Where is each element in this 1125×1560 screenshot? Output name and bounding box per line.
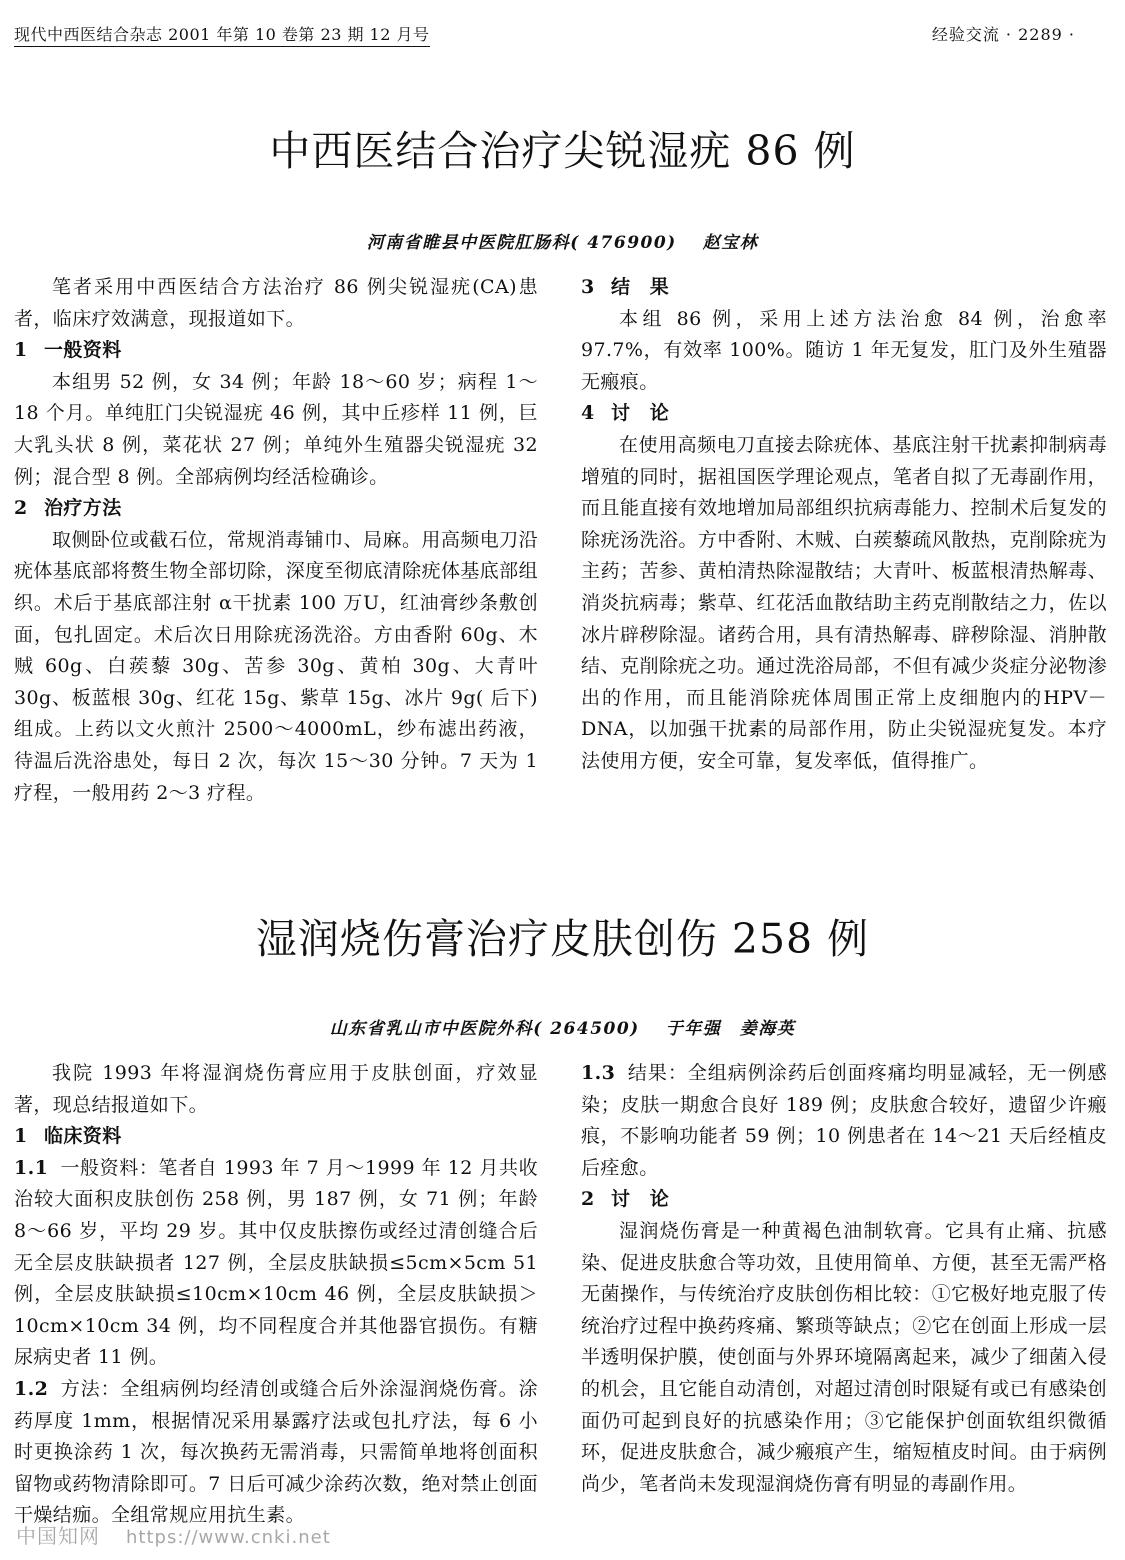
article-1-left-column [14,272,538,809]
subsection-text: 一般资料：笔者自 1993 年 7 月～1999 年 12 月共收治较大面积皮肤创伤 258 例，男 187 例，女 71 例；年龄 8～66 岁，平均 29 岁。其中仅皮肤擦伤或经过清创缝合后无全层皮肤缺损者 127 例，全层皮肤缺损≤5cm×5cm 51 例，全层皮肤缺损≤10cm×10cm 46 例，全层皮肤缺损＞10cm×10cm 34 例，均不同程度合并其他器官损伤。有糖尿病史者 11 例。 [14,1156,538,1369]
cnki-watermark [16,1520,331,1549]
section-heading [14,335,538,367]
subsection-text: 方法：全组病例均经清创或缝合后外涂湿润烧伤膏。涂药厚度 1mm，根据情况采用暴露疗法或包扎疗法，每 6 小时更换涂药 1 次，每次换药无需消毒，只需简单地将创面积留物或药物清除即可。7 日后可减少涂药次数，绝对禁止创面干燥结痂。全组常规应用抗生素。 [14,1377,538,1527]
section-title: 治疗方法 [44,497,122,520]
body-paragraph: 笔者采用中西医结合方法治疗 86 例尖锐湿疣(CA)患者，临床疗效满意，现报道如下。 [14,276,538,330]
article-2-right-column [581,1058,1107,1500]
section-page-number: 经验交流 · 2289 · [931,25,1075,44]
article-1-affiliation: 河南省睢县中医院肛肠科( 476900) [366,233,677,253]
body-paragraph: 湿润烧伤膏是一种黄褐色油制软膏。它具有止痛、抗感染、促进皮肤愈合等功效，且使用简单、方便，甚至无需严格无菌操作，与传统治疗皮肤创伤相比较：①它极好地克服了传统治疗过程中换药疼痛、繁琐等缺点；②它在创面上形成一层半透明保护膜，使创面与外界环境隔离起来，减少了细菌入侵的机会，且它能自动清创，对超过清创时限疑有或已有感染创面仍可起到良好的抗感染作用；③它能保护创面软组织微循环，促进皮肤愈合，减少瘢痕产生，缩短植皮时间。由于病例尚少，笔者尚未发现湿润烧伤膏有明显的毒副作用。 [581,1219,1107,1495]
article-1-right-column [581,272,1107,778]
subsection-number: 1.1 [14,1156,49,1179]
watermark-url: https://www.cnki.net [126,1527,331,1548]
section-title: 讨 论 [611,1188,670,1211]
article-2-authors: 于年强 姜海英 [665,1019,796,1039]
journal-citation: 现代中西医结合杂志 2001 年第 10 卷第 23 期 12 月号 [14,22,430,47]
body-paragraph: 我院 1993 年将湿润烧伤膏应用于皮肤创面，疗效显著，现总结报道如下。 [14,1062,538,1116]
body-paragraph: 本组 86 例，采用上述方法治愈 84 例，治愈率 97.7%，有效率 100%。随访 1 年无复发，肛门及外生殖器无瘢痕。 [581,307,1107,393]
section-number: 2 [14,497,28,520]
section-title: 结 果 [611,276,670,298]
subsection-paragraph [581,1058,1107,1184]
article-1-byline [0,228,1125,253]
watermark-text: 中国知网 [16,1524,100,1548]
subsection-paragraph [14,1153,538,1374]
subsection-paragraph [14,1374,538,1532]
article-2-affiliation: 山东省乳山市中医院外科( 264500) [329,1019,640,1039]
section-heading [581,398,1107,430]
section-heading [581,1184,1107,1216]
article-2-byline [0,1014,1125,1039]
article-2-left-column [14,1058,538,1532]
section-number: 4 [581,402,595,425]
body-paragraph: 在使用高频电刀直接去除疣体、基底注射干扰素抑制病毒增殖的同时，据祖国医学理论观点，笔者自拟了无毒副作用，而且能直接有效地增加局部组织抗病毒能力、控制术后复发的除疣汤洗浴。方中香附、木贼、白蒺藜疏风散热，克削除疣为主药；苦参、黄柏清热除湿散结；大青叶、板蓝根清热解毒、消炎抗病毒；紫草、红花活血散结助主药克削散结之力，佐以冰片辟秽除湿。诸药合用，具有清热解毒、辟秽除湿、消肿散结、克削除疣之功。通过洗浴局部，不但有减少炎症分泌物渗出的作用，而且能消除疣体周围正常上皮细胞内的HPV－DNA，以加强干扰素的局部作用，防止尖锐湿疣复发。本疗法使用方便，安全可靠，复发率低，值得推广。 [581,433,1107,772]
section-heading [14,1121,538,1153]
section-title: 讨 论 [611,402,670,425]
article-2-title: 湿润烧伤膏治疗皮肤创伤 258 例 [255,915,870,963]
running-header [14,22,1075,46]
subsection-text: 结果：全组病例涂药后创面疼痛均明显减轻，无一例感染；皮肤一期愈合良好 189 例；皮肤愈合较好，遗留少许瘢痕，不影响功能者 59 例；10 例患者在 14～21 天后经植皮后痊愈。 [581,1062,1107,1179]
body-paragraph: 取侧卧位或截石位，常规消毒铺巾、局麻。用高频电刀沿疣体基底部将赘生物全部切除，深度至彻底清除疣体基底部组织。术后于基底部注射 α干扰素 100 万U，红油膏纱条敷创面，包扎固定。术后次日用除疣汤洗浴。方由香附 60g、木贼 60g、白蒺藜 30g、苦参 30g、黄柏 30g、大青叶 30g、板蓝根 30g、红花 15g、紫草 15g、冰片 9g( 后下) 组成。上药以文火煎汁 2500～4000mL，纱布滤出药液，待温后洗浴患处，每日 2 次，每次 15～30 分钟。7 天为 1 疗程，一般用药 2～3 疗程。 [14,528,538,804]
subsection-number: 1.3 [581,1062,616,1084]
section-heading [14,493,538,525]
section-number: 1 [14,339,28,362]
section-number: 3 [581,276,595,298]
section-title: 临床资料 [44,1125,122,1148]
body-paragraph: 本组男 52 例，女 34 例；年龄 18～60 岁；病程 1～18 个月。单纯肛门尖锐湿疣 46 例，其中丘疹样 11 例，巨大乳头状 8 例，菜花状 27 例；单纯外生殖器尖锐湿疣 32 例；混合型 8 例。全部病例均经活检确诊。 [14,370,538,488]
section-title: 一般资料 [44,339,122,362]
article-1-author: 赵宝林 [702,233,759,253]
section-heading [581,272,1107,304]
article-1-title: 中西医结合治疗尖锐湿疣 86 例 [269,127,856,175]
section-number: 2 [581,1188,595,1211]
subsection-number: 1.2 [14,1377,49,1400]
section-number: 1 [14,1125,28,1148]
